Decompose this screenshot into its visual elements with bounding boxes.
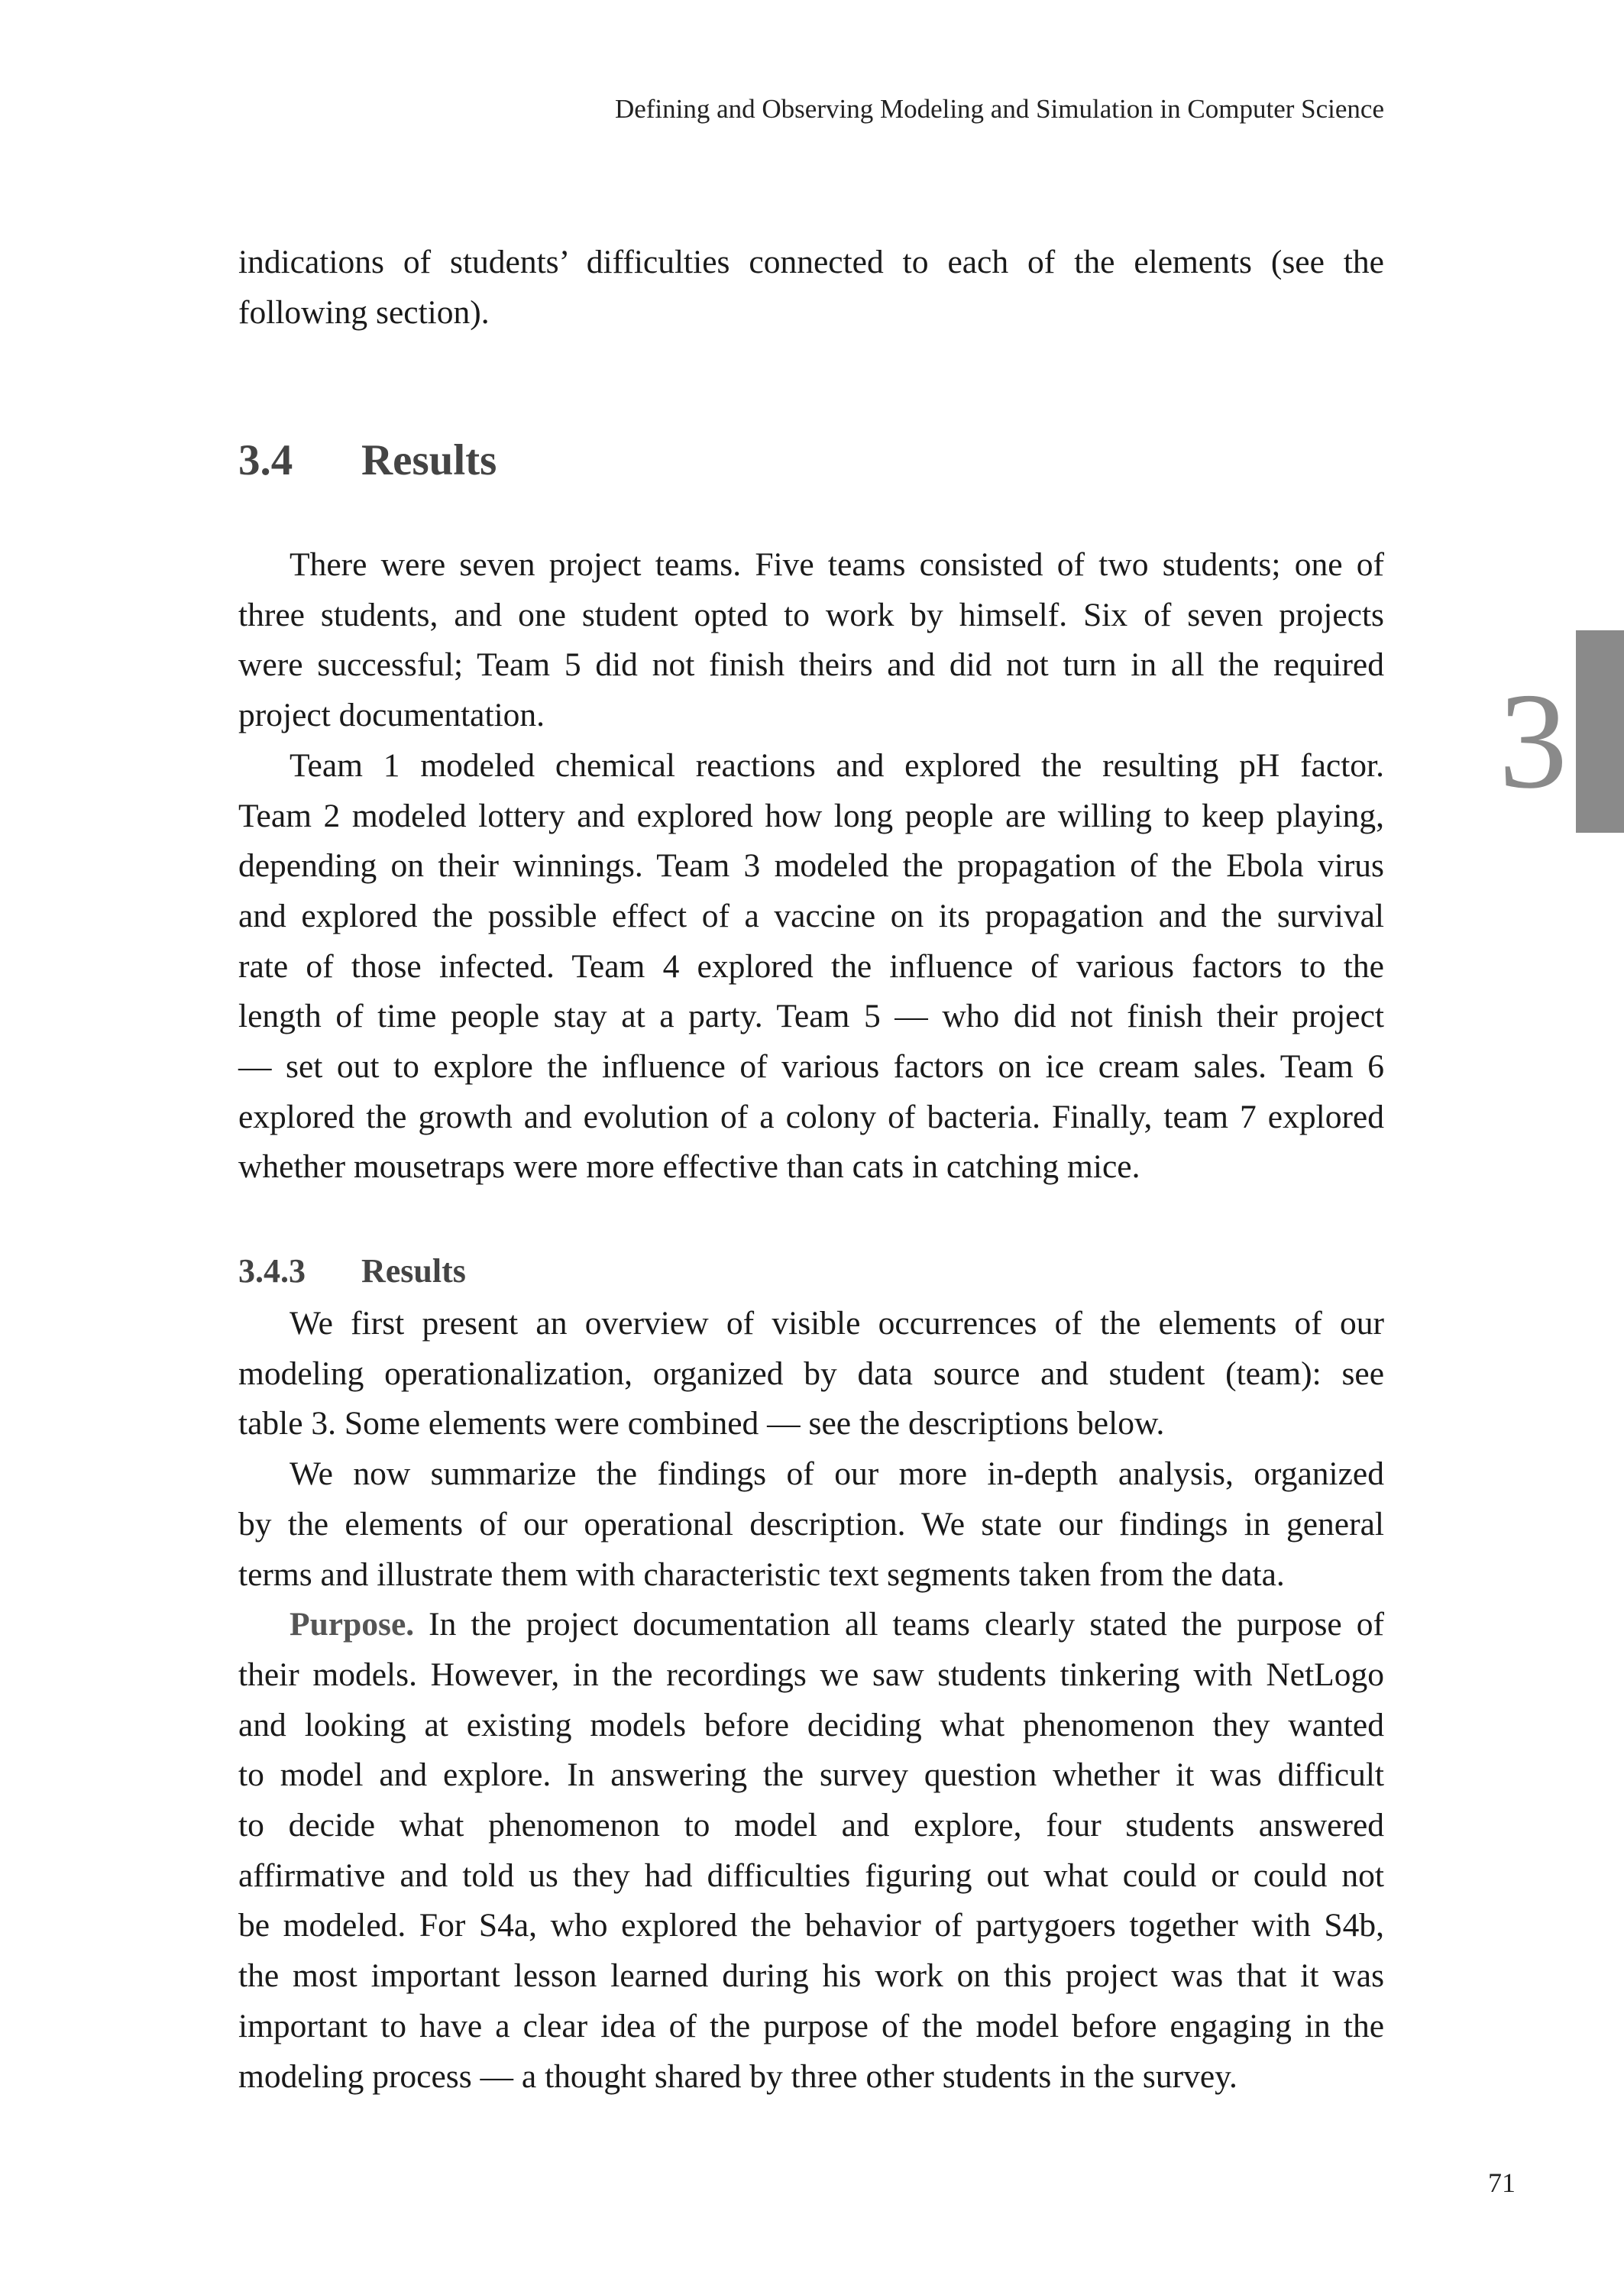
text-line: We first present an overview of visible occurrences of the elements of our [290, 1305, 1384, 1342]
text-line: We now summarize the findings of our more in-depth analysis, organized [290, 1455, 1384, 1493]
text-line: There were seven project teams. Five teams consisted of two students; one of [290, 546, 1384, 583]
intro-paragraph [238, 238, 1384, 338]
text-line: important to have a clear idea of the purpose of the model before engaging in the [238, 2007, 1384, 2044]
text-line: length of time people stay at a party. Team 5 — who did not finish their project [238, 998, 1384, 1035]
text-line: rate of those infected. Team 4 explored the influence of various factors to the [238, 947, 1384, 985]
purpose-runin-heading: Purpose. [290, 1606, 415, 1643]
subsection-body [238, 1299, 1384, 2102]
paragraph [238, 741, 1384, 1193]
chapter-tab [1576, 630, 1624, 833]
text-line: depending on their winnings. Team 3 modeled the propagation of the Ebola virus [238, 847, 1384, 885]
text-line: project documentation. [238, 697, 545, 734]
text-line: the most important lesson learned during his work on this project was that it was [238, 1957, 1384, 1995]
text-line: to model and explore. In answering the survey question whether it was difficult [238, 1756, 1384, 1794]
text-line: to decide what phenomenon to model and explore, four students answered [238, 1807, 1384, 1844]
text-line: and looking at existing models before deciding what phenomenon they wanted [238, 1706, 1384, 1743]
paragraph [238, 1449, 1384, 1600]
text-line: Team 1 modeled chemical reactions and explored the resulting pH factor. [290, 746, 1384, 784]
text-line: Team 2 modeled lottery and explored how long people are willing to keep playing, [238, 797, 1384, 834]
text-line: by the elements of our operational description. We state our findings in general [238, 1505, 1384, 1543]
text-line: and explored the possible effect of a vaccine on its propagation and the survival [238, 897, 1384, 934]
text-line [238, 1600, 1384, 1650]
text-line: affirmative and told us they had difficulties figuring out what could or could not [238, 1857, 1384, 1894]
text-line: explored the growth and evolution of a colony of bacteria. Finally, team 7 explored [238, 1098, 1384, 1135]
running-header: Defining and Observing Modeling and Simulation in Computer Science [614, 94, 1384, 124]
text-line: terms and illustrate them with characteristic text segments taken from the data. [238, 1556, 1285, 1593]
subsection-heading [238, 1247, 466, 1296]
text-line: — set out to explore the influence of various factors on ice cream sales. Team 6 [238, 1048, 1384, 1086]
subsection-title: Results [361, 1252, 466, 1290]
text-line: indications of students’ difficulties connected to each of the elements (see the [238, 244, 1384, 280]
text-line: modeling process — a thought shared by three other students in the survey. [238, 2057, 1237, 2095]
text-line: three students, and one student opted to work by himself. Six of seven projects [238, 596, 1384, 633]
section-heading [238, 435, 497, 486]
text-line: be modeled. For S4a, who explored the behavior of partygoers together with S4b, [238, 1907, 1384, 1944]
text-line: following section). [238, 293, 490, 331]
paragraph [238, 540, 1384, 741]
chapter-number: 3 [1499, 665, 1567, 817]
text-line: were successful; Team 5 did not finish theirs and did not turn in all the required [238, 646, 1384, 684]
page-number: 71 [1488, 2167, 1516, 2198]
purpose-paragraph [238, 1600, 1384, 2102]
section-title: Results [361, 436, 497, 484]
text-line: whether mousetraps were more effective than cats in catching mice. [238, 1148, 1140, 1186]
section-body [238, 540, 1384, 1193]
text-fragment: In the project documentation all teams clearly stated the purpose of [414, 1606, 1384, 1643]
text-line: modeling operationalization, organized by data source and student (team): see [238, 1355, 1384, 1392]
text-line: their models. However, in the recordings we saw students tinkering with NetLogo [238, 1656, 1384, 1693]
section-number: 3.4 [238, 436, 293, 484]
text-line: table 3. Some elements were combined — see the descriptions below. [238, 1405, 1165, 1442]
subsection-number: 3.4.3 [238, 1252, 306, 1290]
paragraph [238, 1299, 1384, 1449]
